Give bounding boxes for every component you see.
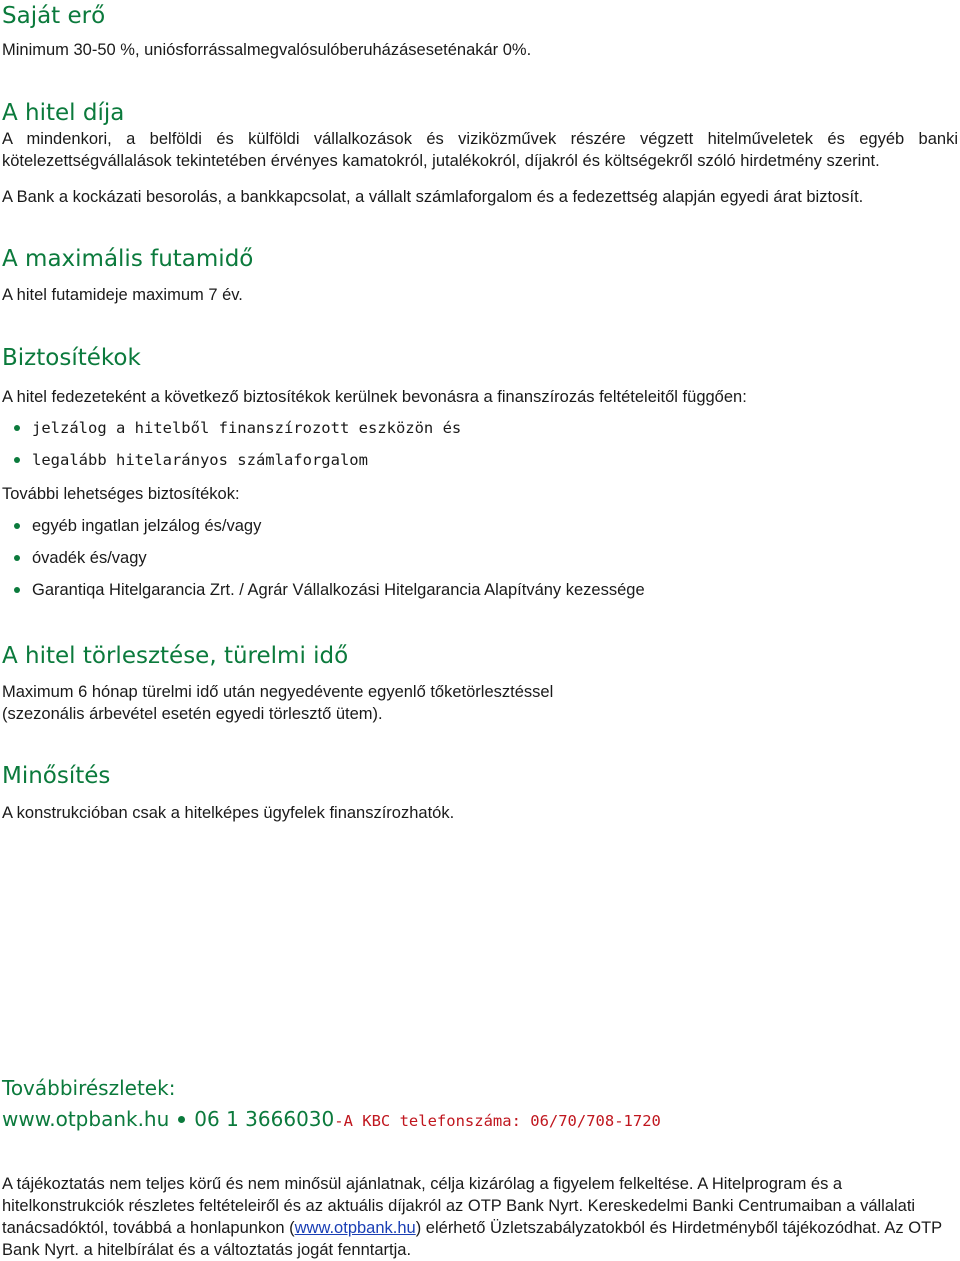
futamido-text: A hitel futamideje maximum 7 év. <box>2 286 243 304</box>
list-item: Garantiqa Hitelgarancia Zrt. / Agrár Vállalkozási Hitelgarancia Alapítvány kezessége <box>14 574 645 606</box>
section-title-sajat-ero: Saját erő <box>2 3 106 29</box>
bullet-separator-icon <box>178 1116 185 1123</box>
list-item: legalább hitelarányos számlaforgalom <box>14 444 461 476</box>
hitel-dija-text: A mindenkori, a belföldi és külföldi vállalkozások és viziközművek részére végzett hitelműveletek és egyéb banki kötelezettségvállalások tekintetében érvényes kamatokról, jutalékokról, díjakról és költségekről szóló hirdetmény szerint. <box>2 130 958 170</box>
disclaimer-website-link[interactable]: www.otpbank.hu <box>294 1219 416 1237</box>
kbc-phone-text: -A KBC telefonszáma: 06/70/708-1720 <box>334 1112 661 1130</box>
footer-title: Továbbirészletek: <box>2 1076 176 1100</box>
contact-line <box>2 1105 661 1135</box>
hitel-dija-pricing-text: A Bank a kockázati besorolás, a bankkapcsolat, a vállalt számlaforgalom és a fedezettség alapján egyedi árat biztosít. <box>2 188 864 206</box>
website-link[interactable]: www.otpbank.hu <box>2 1107 170 1131</box>
collateral-list <box>14 412 461 476</box>
bullet-icon <box>14 587 20 593</box>
section-title-hitel-dija: A hitel díja <box>2 100 125 126</box>
section-title-biztositekok: Biztosítékok <box>2 345 141 371</box>
sajat-ero-text: Minimum 30-50 %, uniósforrássalmegvalósulóberuházáseseténakár 0%. <box>2 41 532 59</box>
list-item: egyéb ingatlan jelzálog és/vagy <box>14 510 645 542</box>
minosites-text: A konstrukcióban csak a hitelképes ügyfelek finanszírozhatók. <box>2 804 455 822</box>
torlesztes-line-1: Maximum 6 hónap türelmi idő után negyedévente egyenlő tőketörlesztéssel <box>2 683 554 701</box>
section-title-torlesztes: A hitel törlesztése, türelmi idő <box>2 643 349 669</box>
bullet-icon <box>14 523 20 529</box>
section-title-minosites: Minősítés <box>2 763 111 789</box>
bullet-icon <box>14 425 20 431</box>
disclaimer: A tájékoztatás nem teljes körű és nem minősül ajánlatnak, célja kizárólag a figyelem felkeltése. A Hitelprogram és a hitelkonstrukciók részletes feltételeiről és az aktuális díjakról az OTP Bank Nyrt. Kereskedelmi Banki Centrumaiban a vállalati tanácsadóktól, továbbá a honlapunkon (www.otpbank.hu) elérhető Üzletszabályzatokból és Hirdetményből tájékozódhat. Az OTP Bank Nyrt. a hitelbírálat és a változtatás jogát fenntartja. <box>2 1175 942 1259</box>
list-item: óvadék és/vagy <box>14 542 645 574</box>
list-item: jelzálog a hitelből finanszírozott eszközön és <box>14 412 461 444</box>
biztositekok-intro: A hitel fedezeteként a következő biztosítékok kerülnek bevonásra a finanszírozás feltételeitől függően: <box>2 388 747 406</box>
section-title-futamido: A maximális futamidő <box>2 246 254 272</box>
phone-number: 06 1 3666030 <box>194 1107 335 1131</box>
further-collateral-list <box>14 510 645 606</box>
further-collateral-label: További lehetséges biztosítékok: <box>2 485 240 503</box>
bullet-icon <box>14 555 20 561</box>
torlesztes-line-2: (szezonális árbevétel esetén egyedi törlesztő ütem). <box>2 705 383 723</box>
bullet-icon <box>14 457 20 463</box>
